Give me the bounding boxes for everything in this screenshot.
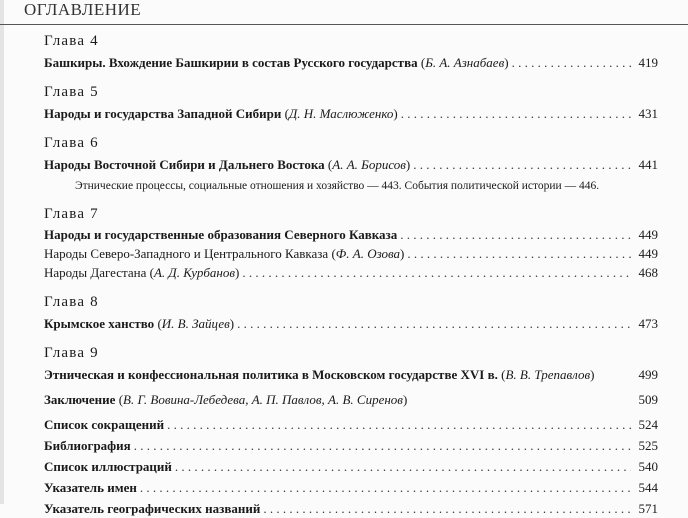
leader-dots xyxy=(263,499,631,518)
entry-title: Список сокращений xyxy=(44,417,165,432)
entry-title: Этническая и конфессиональная политика в Московском государстве XVI в. xyxy=(44,367,498,382)
entry-page: 449 xyxy=(638,246,658,261)
leader-dots xyxy=(407,244,631,263)
page-spine-edge xyxy=(0,0,4,504)
entry-title: Список иллюстраций xyxy=(44,459,172,474)
toc-entry-name-index[interactable] xyxy=(44,478,658,497)
toc-entry[interactable]: Башкиры. Вхождение Башкирии в состав Русского государства (Б. А. Азнабаев) . . . 419 xyxy=(44,53,658,72)
leader-dots xyxy=(134,436,631,455)
toc-entry[interactable]: Народы и государства Западной Сибири (Д. Н. Маслюженко) . . . 431 xyxy=(44,104,658,123)
leader-dots xyxy=(512,53,631,72)
entry-title: Народы и государственные образования Северного Кавказа xyxy=(44,227,398,242)
entry-title: Народы Северо-Западного и Центрального Кавказа xyxy=(44,246,329,261)
entry-page: 499 xyxy=(638,367,658,382)
entry-author: Д. Н. Маслюженко xyxy=(288,106,394,121)
toc-entry-illustrations[interactable] xyxy=(44,457,658,476)
leader-dots xyxy=(237,314,631,333)
entry-page: 473 xyxy=(638,316,658,331)
toc-entry[interactable] xyxy=(44,225,658,244)
entry-page: 524 xyxy=(638,417,658,432)
leader-dots xyxy=(175,457,631,476)
entry-author: В. Г. Вовина-Лебедева, А. П. Павлов, А. В. Сиренов xyxy=(123,392,403,407)
entry-author: И. В. Зайцев xyxy=(161,316,230,331)
toc-entry-conclusion[interactable]: Заключение (В. Г. Вовина-Лебедева, А. П. Павлов, А. В. Сиренов) 509 xyxy=(44,392,658,407)
chapter-label: Глава 4 xyxy=(44,33,99,49)
entry-title: Народы Восточной Сибири и Дальнего Востока xyxy=(44,157,325,172)
entry-title: Библиография xyxy=(44,438,131,453)
entry-page: 571 xyxy=(638,501,658,516)
entry-author: Ф. А. Озова xyxy=(335,246,401,261)
chapter-label: Глава 6 xyxy=(44,135,99,151)
page-header xyxy=(0,0,688,25)
entry-title: Народы Дагестана xyxy=(44,265,147,280)
entry-author: В. В. Трепавлов xyxy=(505,367,591,382)
leader-dots xyxy=(140,478,631,497)
leader-dots xyxy=(400,225,631,244)
entry-page: 509 xyxy=(638,392,658,407)
entry-page: 544 xyxy=(638,480,658,495)
entry-title: Указатель географических названий xyxy=(44,501,261,516)
toc-entry[interactable]: Народы Северо-Западного и Центрального Кавказа (Ф. А. Озова) . . . 449 xyxy=(44,244,658,263)
entry-page: 441 xyxy=(638,157,658,172)
entry-author: А. Д. Курбанов xyxy=(153,265,235,280)
leader-dots xyxy=(401,104,631,123)
entry-author: Б. А. Азнабаев xyxy=(425,55,505,70)
table-of-contents xyxy=(44,32,658,518)
chapter-subsections-note: Этнические процессы, социальные отношения и хозяйство — 443. События политической истории — 446. xyxy=(75,180,600,192)
entry-title: Крымское ханство xyxy=(44,316,155,331)
leader-dots xyxy=(242,263,631,282)
entry-page: 431 xyxy=(638,106,658,121)
entry-page: 419 xyxy=(638,55,658,70)
entry-page: 525 xyxy=(638,438,658,453)
entry-page: 540 xyxy=(638,459,658,474)
toc-entry[interactable]: Крымское ханство (И. В. Зайцев) . . . 473 xyxy=(44,314,658,333)
entry-page: 449 xyxy=(638,227,658,242)
toc-entry[interactable]: Народы Восточной Сибири и Дальнего Востока (А. А. Борисов) . . . 441 xyxy=(44,155,658,174)
entry-title: Башкиры. Вхождение Башкирии в состав Русского государства xyxy=(44,55,418,70)
entry-page: 468 xyxy=(638,265,658,280)
chapter-label: Глава 5 xyxy=(44,84,99,100)
toc-entry-abbreviations[interactable] xyxy=(44,415,658,434)
entry-author: А. А. Борисов xyxy=(332,157,406,172)
toc-entry-bibliography[interactable] xyxy=(44,436,658,455)
header-title: ОГЛАВЛЕНИЕ xyxy=(24,0,142,19)
leader-dots xyxy=(413,155,631,174)
chapter-label: Глава 9 xyxy=(44,345,99,361)
entry-title: Народы и государства Западной Сибири xyxy=(44,106,282,121)
toc-entry[interactable]: Этническая и конфессиональная политика в Московском государстве XVI в. (В. В. Трепавлов) 499 xyxy=(44,367,658,382)
chapter-label: Глава 8 xyxy=(44,294,99,310)
toc-entry[interactable]: Народы Дагестана (А. Д. Курбанов) . . . 468 xyxy=(44,263,658,282)
leader-dots xyxy=(167,415,631,434)
chapter-label: Глава 7 xyxy=(44,206,99,222)
entry-title: Заключение xyxy=(44,392,116,407)
entry-title: Указатель имен xyxy=(44,480,137,495)
toc-entry-geo-index[interactable] xyxy=(44,499,658,518)
